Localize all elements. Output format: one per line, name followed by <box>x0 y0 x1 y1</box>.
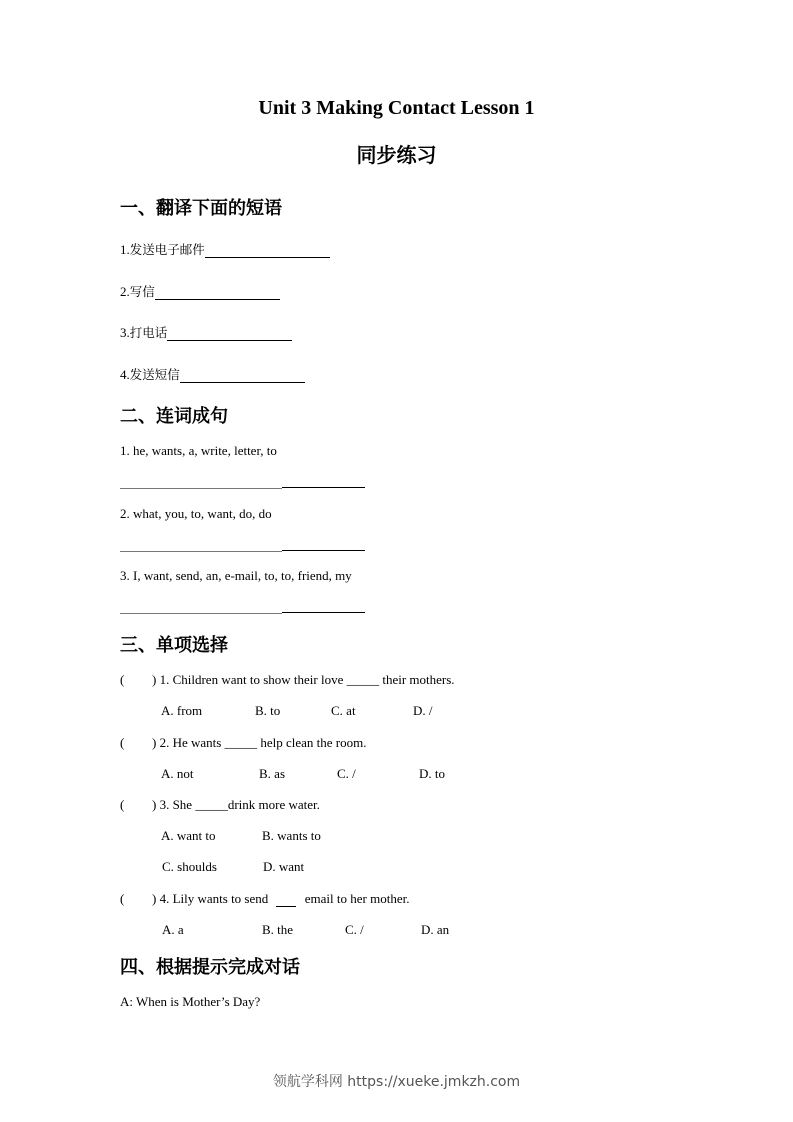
item-number: 3. <box>120 325 130 340</box>
page-title: Unit 3 Making Contact Lesson 1 <box>258 97 535 119</box>
footer-watermark: 领航学科网 https://xueke.jmkzh.com <box>272 1074 521 1090</box>
answer-blank[interactable] <box>205 245 330 258</box>
options-row <box>0 859 793 877</box>
answer-bracket[interactable]: ( <box>120 891 125 906</box>
question-stem: ( ) 3. She _____drink more water. <box>120 797 320 812</box>
answer-bracket[interactable]: ( <box>120 735 125 750</box>
option-d[interactable]: D. to <box>419 766 445 781</box>
question-stem: ( ) 1. Children want to show their love _____ their mothers. <box>120 672 455 687</box>
item-text: 发送电子邮件 <box>129 242 205 257</box>
option-a[interactable]: A. not <box>161 766 194 781</box>
phrase-item <box>120 323 292 341</box>
section-heading-1: 一、翻译下面的短语 <box>120 198 282 219</box>
option-d[interactable]: D. an <box>421 922 450 937</box>
option-a[interactable]: A. want to <box>161 828 216 843</box>
answer-bracket[interactable]: ( <box>120 672 125 687</box>
item-number: 2. <box>120 284 130 299</box>
option-d[interactable]: D. want <box>263 859 305 874</box>
section-heading-3: 三、单项选择 <box>120 635 228 656</box>
options-row <box>0 828 793 846</box>
options-row <box>0 766 793 784</box>
option-a[interactable]: A. from <box>161 703 203 718</box>
phrase-item <box>120 365 305 383</box>
item-number: 1. <box>120 242 130 257</box>
section-heading-4: 四、根据提示完成对话 <box>120 957 300 978</box>
section-heading-2: 二、连词成句 <box>120 406 228 427</box>
option-b[interactable]: B. wants to <box>262 828 321 843</box>
option-c[interactable]: C. / <box>337 766 356 781</box>
question-stem: ( ) 2. He wants _____ help clean the room. <box>120 735 367 750</box>
scrambled-sentence: 3. I, want, send, an, e-mail, to, to, friend, my <box>120 568 352 583</box>
option-c[interactable]: C. at <box>331 703 356 718</box>
option-a[interactable]: A. a <box>162 922 184 937</box>
item-text: 打电话 <box>129 325 168 340</box>
answer-blank[interactable] <box>167 328 292 341</box>
option-c[interactable]: C. shoulds <box>162 859 217 874</box>
options-row <box>0 703 793 721</box>
item-text: 写信 <box>129 284 155 299</box>
option-b[interactable]: B. as <box>259 766 285 781</box>
answer-blank[interactable] <box>180 370 305 383</box>
option-d[interactable]: D. / <box>413 703 433 718</box>
item-number: 4. <box>120 367 130 382</box>
scrambled-sentence: 1. he, wants, a, write, letter, to <box>120 443 277 458</box>
phrase-item <box>120 240 330 258</box>
page-subtitle: 同步练习 <box>356 143 437 167</box>
scrambled-sentence: 2. what, you, to, want, do, do <box>120 506 272 521</box>
option-c[interactable]: C. / <box>345 922 364 937</box>
question-stem: ( ) 4. Lily wants to send email to her mother. <box>120 891 410 906</box>
dialogue-line: A: When is Mother’s Day? <box>120 994 261 1009</box>
answer-blank[interactable] <box>155 287 280 300</box>
option-b[interactable]: B. the <box>262 922 294 937</box>
options-row <box>0 922 793 940</box>
phrase-item <box>120 282 280 300</box>
answer-bracket[interactable]: ( <box>120 797 125 812</box>
option-b[interactable]: B. to <box>255 703 281 718</box>
item-text: 发送短信 <box>129 367 180 382</box>
fill-blank[interactable] <box>276 894 296 907</box>
